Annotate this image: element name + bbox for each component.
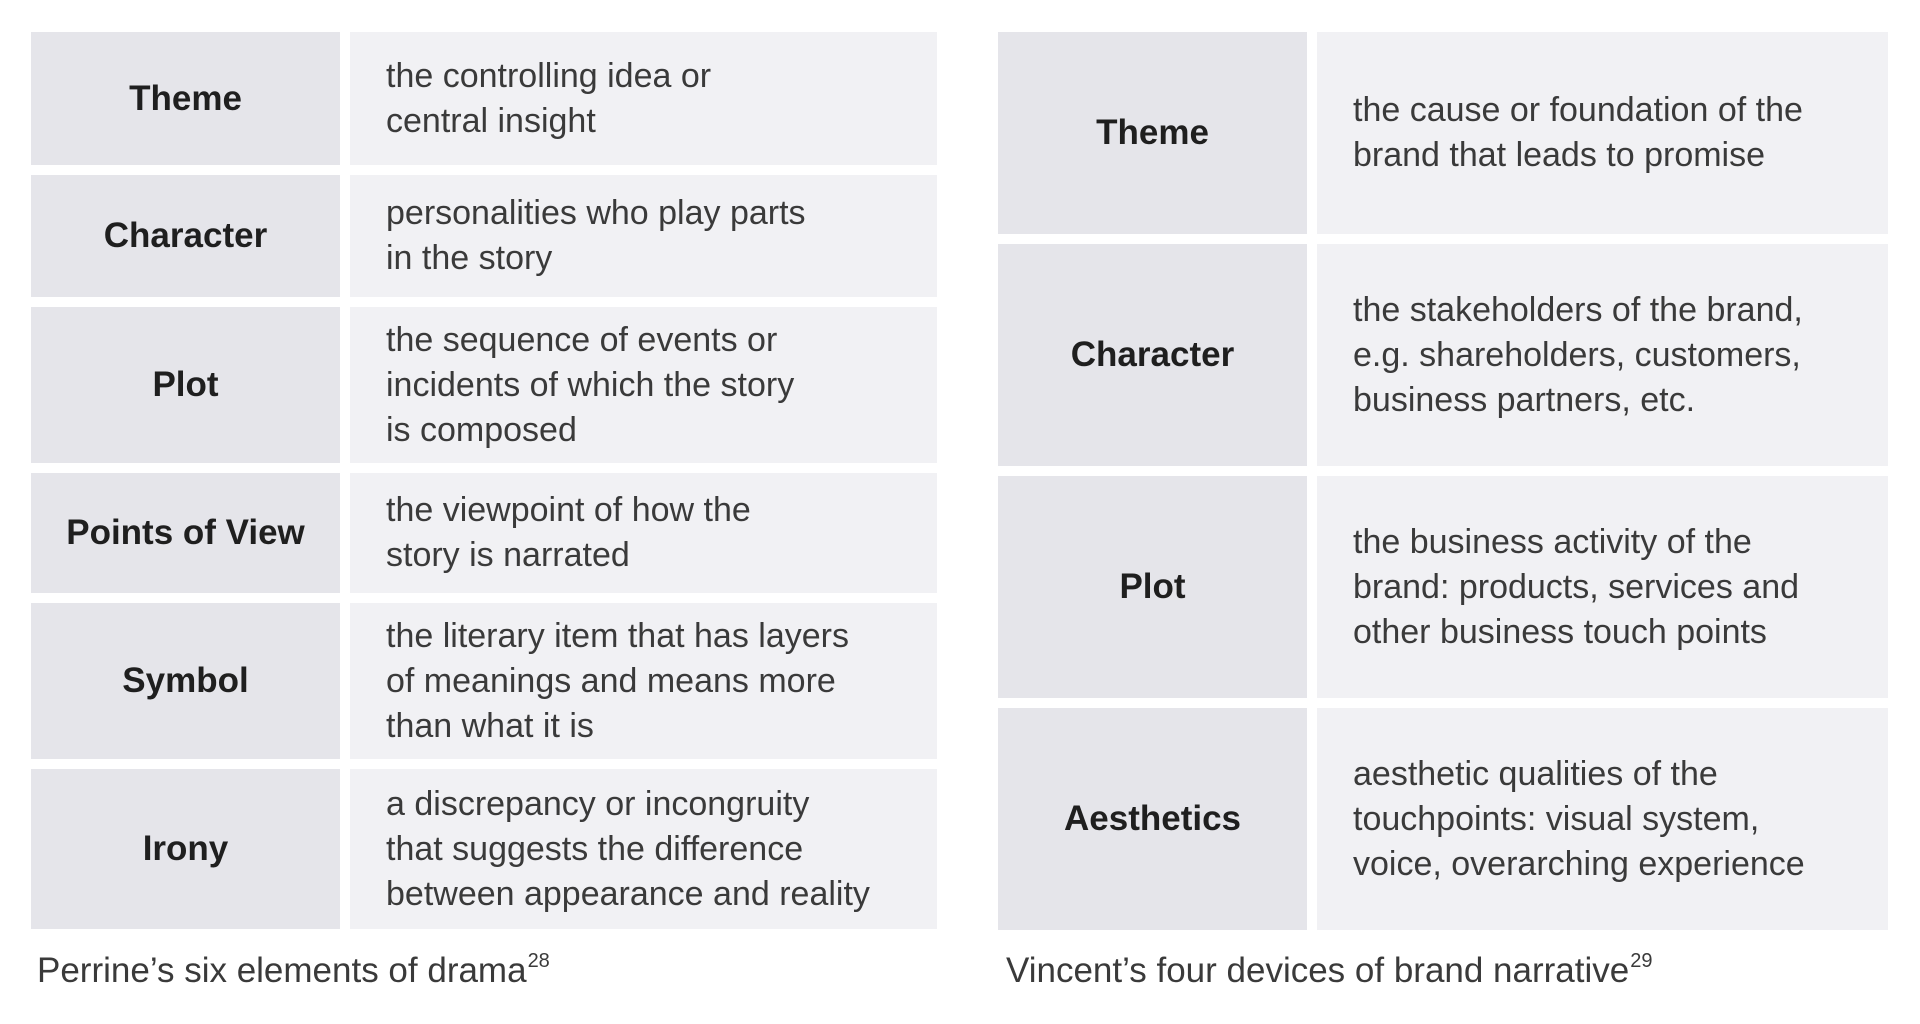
table-row	[998, 244, 1888, 466]
row-description: the stakeholders of the brand, e.g. shareholders, customers, business partners, etc.	[1317, 244, 1888, 466]
row-description: aesthetic qualities of the touchpoints: visual system, voice, overarching experience	[1317, 708, 1888, 930]
table-row	[31, 473, 937, 593]
table-row	[998, 708, 1888, 930]
row-label: Plot	[31, 307, 340, 463]
table-row	[31, 32, 937, 165]
row-label: Symbol	[31, 603, 340, 759]
drama-elements-table	[31, 32, 937, 939]
row-label: Irony	[31, 769, 340, 929]
footnote-ref: 28	[527, 950, 550, 972]
row-description: the sequence of events or incidents of which the story is composed	[350, 307, 937, 463]
left-table-caption	[37, 950, 550, 991]
row-description: the business activity of the brand: products, services and other business touch points	[1317, 476, 1888, 698]
caption-text: Vincent’s four devices of brand narrative	[1006, 951, 1630, 990]
row-label: Points of View	[31, 473, 340, 593]
table-row	[31, 769, 937, 929]
row-description: the literary item that has layers of meanings and means more than what it is	[350, 603, 937, 759]
row-label: Theme	[998, 32, 1307, 234]
row-description: the controlling idea or central insight	[350, 32, 937, 165]
row-description: personalities who play parts in the story	[350, 175, 937, 297]
caption-text: Perrine’s six elements of drama	[37, 951, 527, 990]
table-row	[998, 476, 1888, 698]
row-description: a discrepancy or incongruity that suggests the difference between appearance and reality	[350, 769, 937, 929]
table-row	[31, 307, 937, 463]
table-row	[31, 603, 937, 759]
row-label: Character	[998, 244, 1307, 466]
row-description: the cause or foundation of the brand that leads to promise	[1317, 32, 1888, 234]
brand-narrative-table	[998, 32, 1888, 940]
row-description: the viewpoint of how the story is narrated	[350, 473, 937, 593]
row-label: Aesthetics	[998, 708, 1307, 930]
right-table-caption	[1006, 950, 1652, 991]
row-label: Theme	[31, 32, 340, 165]
row-label: Plot	[998, 476, 1307, 698]
footnote-ref: 29	[1630, 950, 1653, 972]
table-row	[31, 175, 937, 297]
table-row	[998, 32, 1888, 234]
row-label: Character	[31, 175, 340, 297]
